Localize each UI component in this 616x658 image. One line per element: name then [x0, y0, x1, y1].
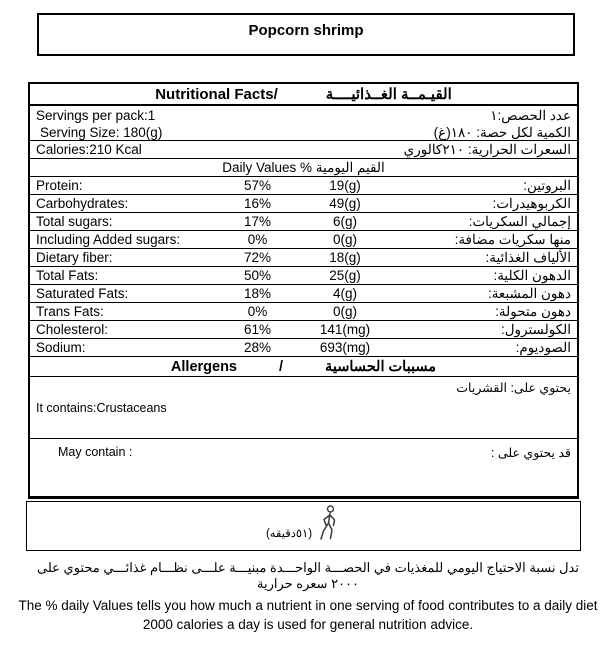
nutrient-label-en: Sodium:: [36, 340, 86, 355]
nutrient-amount: 141(mg): [319, 322, 371, 337]
nutrient-amount: 0(g): [332, 304, 357, 319]
nutrient-percent: 72%: [243, 250, 272, 265]
nutrient-label-en: Total sugars:: [36, 214, 113, 229]
contains-label-en: It contains:Crustaceans: [36, 401, 167, 415]
table-row-trans-fats: [30, 303, 577, 321]
may-contain-label-ar: قد يحتوي على :: [490, 446, 571, 460]
servings-row: [30, 106, 577, 141]
nutrition-facts-header-ar: القيـمــة الغــذائيــــة: [325, 86, 452, 103]
daily-values-header: [30, 159, 577, 177]
calories-row: [30, 141, 577, 159]
nutrient-amount: 25(g): [329, 268, 361, 283]
table-row-protein: [30, 177, 577, 195]
contains-section: [30, 377, 577, 439]
table-row-cholesterol: [30, 321, 577, 339]
nutrient-label-ar: الصوديوم:: [515, 339, 571, 355]
table-row-saturated-fats: [30, 285, 577, 303]
nutrient-amount: 49(g): [329, 196, 361, 211]
nutrient-amount: 6(g): [332, 214, 357, 229]
serving-size-en: Serving Size: 180(g): [40, 125, 163, 140]
nutrient-label-en: Carbohydrates:: [36, 196, 129, 211]
table-row-added-sugars: [30, 231, 577, 249]
nutrient-amount: 693(mg): [319, 340, 371, 355]
walk-duration-label: (٥١دقيقه): [265, 528, 313, 540]
nutrient-amount: 19(g): [329, 178, 361, 193]
nutrition-facts-header-en: Nutritional Facts/: [155, 85, 278, 103]
nutrient-percent: 0%: [247, 304, 268, 319]
may-contain-section: [30, 439, 577, 496]
table-row-total-sugars: [30, 213, 577, 231]
allergens-separator: /: [279, 358, 284, 375]
nutrient-amount: 4(g): [332, 286, 357, 301]
footnote-line-en1: The % daily Values tells you how much a nutrient in one serving of food contributes to a daily diet: [18, 598, 598, 613]
allergens-header-ar: مسببات الحساسية: [325, 358, 437, 375]
product-title: Popcorn shrimp: [248, 22, 364, 39]
nutrient-label-en: Protein:: [36, 178, 83, 193]
nutrient-label-ar: الدهون الكلية:: [493, 267, 571, 283]
nutrient-label-ar: الكولسترول:: [500, 321, 571, 337]
nutrient-label-ar: الكربوهيدرات:: [492, 195, 571, 211]
table-row-carbohydrates: [30, 195, 577, 213]
calories-en: Calories:210 Kcal: [36, 142, 142, 157]
product-title-box: [37, 13, 575, 56]
nutrient-label-en: Saturated Fats:: [36, 286, 129, 301]
table-row-dietary-fiber: [30, 249, 577, 267]
calories-ar: السعرات الحرارية: ٢١٠كالوري: [403, 141, 571, 157]
nutrition-facts-header: [30, 84, 577, 106]
nutrient-label-en: Total Fats:: [36, 268, 99, 283]
allergens-header-en: Allergens: [170, 358, 238, 375]
nutrient-label-ar: دهون المشبعة:: [487, 285, 571, 301]
servings-per-pack-en: Servings per pack:1: [36, 108, 156, 123]
nutrient-percent: 50%: [243, 268, 272, 283]
nutrient-amount: 18(g): [329, 250, 361, 265]
nutrient-percent: 16%: [243, 196, 272, 211]
nutrient-label-ar: منها سكريات مضافة:: [454, 231, 571, 247]
nutrient-amount: 0(g): [332, 232, 357, 247]
table-row-total-fats: [30, 267, 577, 285]
nutrient-label-en: Cholesterol:: [36, 322, 109, 337]
contains-label-ar: يحتوي على: القشريات: [456, 381, 571, 395]
servings-per-pack-ar: عدد الحصص:١: [490, 107, 571, 123]
nutrition-facts-table: [28, 82, 579, 499]
activity-equivalent-box: [26, 501, 581, 551]
nutrient-percent: 18%: [243, 286, 272, 301]
nutrient-percent: 17%: [243, 214, 272, 229]
nutrient-label-en: Trans Fats:: [36, 304, 104, 319]
footnote: [0, 560, 616, 632]
nutrient-label-ar: إجمالي السكريات:: [468, 213, 571, 229]
nutrient-label-en: Dietary fiber:: [36, 250, 113, 265]
walking-person-icon: [317, 504, 341, 549]
may-contain-label-en: May contain :: [58, 445, 133, 459]
nutrient-label-ar: الألياف الغذائية:: [485, 249, 571, 265]
nutrient-label-ar: دهون متحولة:: [495, 303, 571, 319]
footnote-line-ar: تدل نسبة الاحتياج اليومي للمغذيات في الحصـــة الواحـــدة مبنيـــة علـــى نظـــام غذائـــي محتوي على ٢٠٠٠ سعره حرارية: [37, 560, 579, 591]
nutrient-label-ar: البروتين:: [523, 177, 571, 193]
nutrient-percent: 28%: [243, 340, 272, 355]
serving-size-ar: الكمية لكل حصة: ١٨٠(غ): [433, 124, 571, 140]
nutrient-label-en: Including Added sugars:: [36, 232, 181, 247]
nutrient-percent: 61%: [243, 322, 272, 337]
daily-values-label: Daily Values % القيم اليومية: [222, 159, 385, 175]
table-row-sodium: [30, 339, 577, 357]
nutrient-percent: 57%: [243, 178, 272, 193]
footnote-line-en2: 2000 calories a day is used for general nutrition advice.: [142, 617, 474, 632]
nutrient-percent: 0%: [247, 232, 268, 247]
allergens-header: [30, 357, 577, 377]
